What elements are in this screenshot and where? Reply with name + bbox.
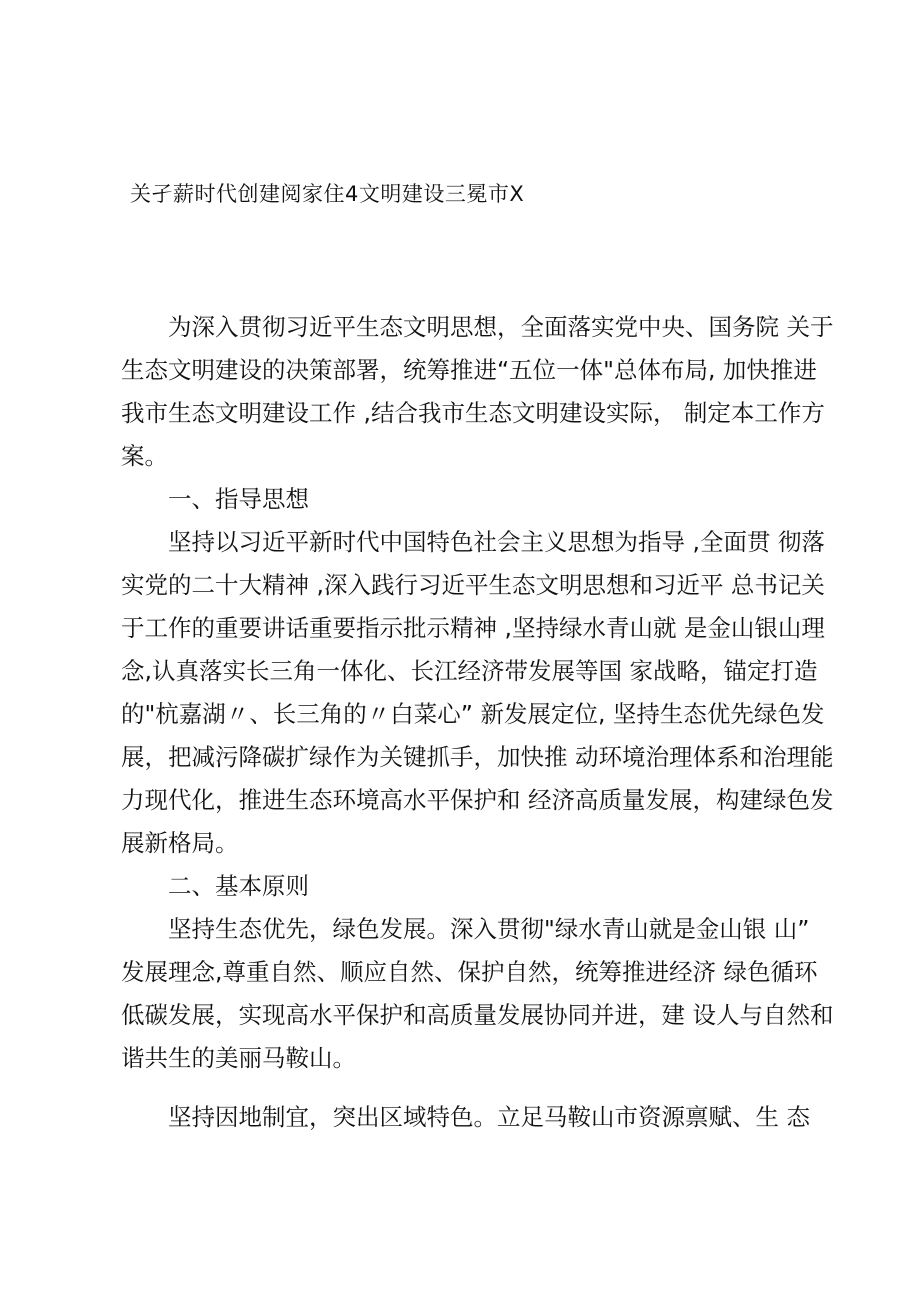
paragraph-line: 我市生态文明建设工作 ,结合我市生态文明建设实际， 制定本工作方: [121, 399, 825, 427]
paragraph-line: 坚持以习近平新时代中国特色社会主义思想为指导 ,全面贯 彻落: [168, 528, 825, 556]
paragraph-line: 念,认真落实长三角一体化、长江经济带发展等国 家战略，锚定打造: [121, 657, 818, 685]
paragraph-line: 坚持生态优先，绿色发展。深入贯彻"绿水青山就是金山银 山”: [168, 915, 810, 943]
section-heading: 一、指导思想: [168, 485, 309, 513]
paragraph-line: 展，把减污降碳扩绿作为关键抓手，加快推 动环境治理体系和治理能: [121, 743, 834, 771]
paragraph-line: 生态文明建设的决策部署，统筹推进“五位一体"总体布局, 加快推进: [121, 356, 817, 384]
paragraph-line: 坚持因地制宜，突出区域特色。立足马鞍山市资源禀赋、生 态: [168, 1103, 810, 1131]
paragraph-line: 案。: [121, 442, 168, 470]
paragraph-line: 的"杭嘉湖〃、长三角的〃白菜心” 新发展定位, 坚持生态优先绿色发: [121, 700, 825, 728]
paragraph-line: 发展理念,尊重自然、顺应自然、保护自然，统筹推进经济 绿色循环: [121, 958, 818, 986]
paragraph-line: 展新格局。: [121, 829, 239, 857]
paragraph-line: 实党的二十大精神 ,深入践行习近平生态文明思想和习近平 总书记关: [121, 571, 825, 599]
document-title: 关孑薪时代创建阅家住4文明建设三冕市X: [130, 182, 525, 206]
paragraph-line: 谐共生的美丽马鞍山。: [121, 1044, 356, 1072]
paragraph-line: 为深入贯彻习近平生态文明思想，全面落实党中央、国务院 关于: [168, 313, 834, 341]
paragraph-line: 低碳发展，实现高水平保护和高质量发展协同并进，建 设人与自然和: [121, 1001, 834, 1029]
section-heading: 二、基本原则: [168, 872, 309, 900]
paragraph-line: 力现代化，推进生态环境高水平保护和 经济高质量发展，构建绿色发: [121, 786, 834, 814]
paragraph-line: 于工作的重要讲话重要指示批示精神 ,坚持绿水青山就 是金山银山理: [121, 614, 825, 642]
